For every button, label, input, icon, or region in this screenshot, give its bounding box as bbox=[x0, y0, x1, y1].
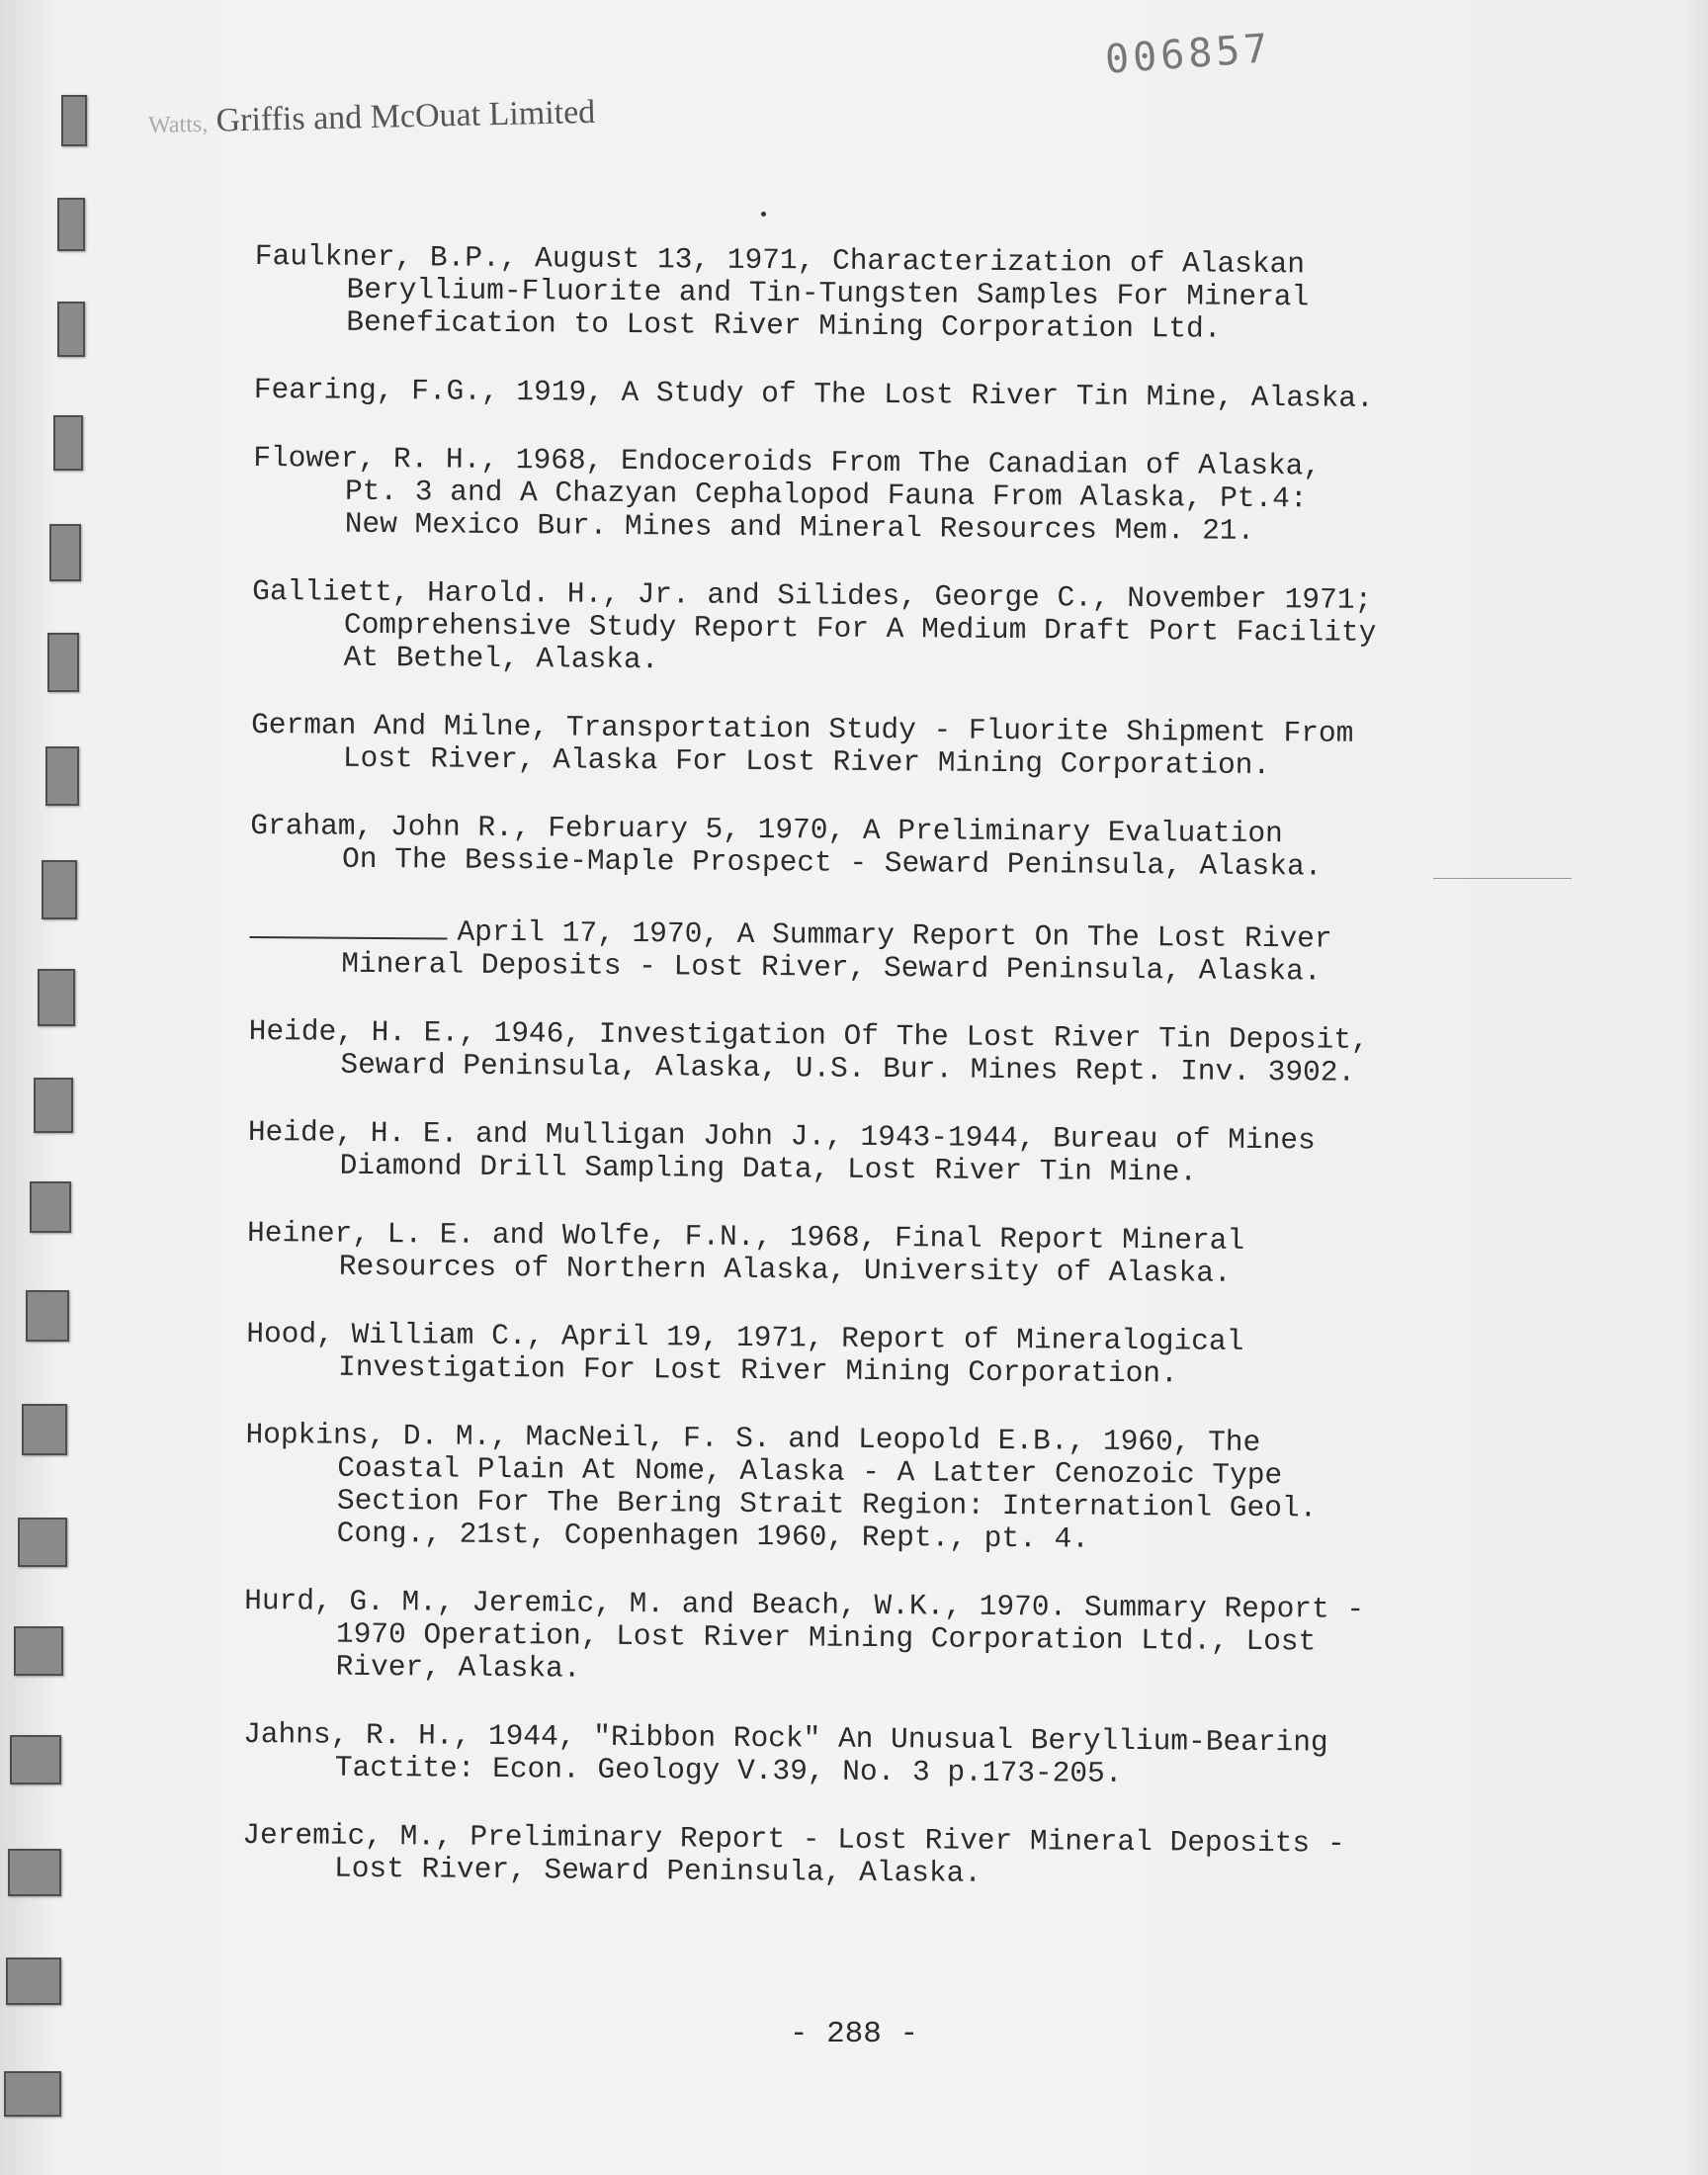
reference-first-line: Fearing, F.G., 1919, A Study of The Lost River Tin Mine, Alaska. bbox=[253, 372, 1374, 415]
reference-continuation-line: Tactite: Econ. Geology V.39, No. 3 p.173-205. bbox=[334, 1750, 1123, 1790]
reference-continuation-line: Investigation For Lost River Mining Corporation. bbox=[337, 1349, 1178, 1391]
reference-first-line: Hood, William C., April 19, 1971, Report of Mineralogical bbox=[246, 1316, 1244, 1358]
reference-entry bbox=[251, 709, 1536, 784]
reference-entry bbox=[243, 1718, 1528, 1793]
reference-first-line: Jeremic, M., Preliminary Report - Lost River Mineral Deposits - bbox=[242, 1817, 1345, 1861]
reference-list bbox=[242, 240, 1540, 1930]
letterhead-company-name: Griffis and McOuat Limited bbox=[215, 93, 596, 139]
binding-hole bbox=[57, 302, 85, 357]
reference-first-line: Flower, R. H., 1968, Endoceroids From The Canadian of Alaska, bbox=[253, 440, 1322, 483]
reference-continuation-line: At Bethel, Alaska. bbox=[343, 640, 659, 677]
binding-hole bbox=[6, 1958, 61, 2005]
stray-mark bbox=[761, 212, 766, 217]
reference-entry bbox=[252, 575, 1538, 683]
binding-hole bbox=[8, 1849, 61, 1896]
reference-entry bbox=[246, 1318, 1531, 1393]
binding-hole bbox=[26, 1290, 69, 1342]
reference-first-line: Galliett, Harold. H., Jr. and Silides, George C., November 1971; bbox=[252, 573, 1373, 617]
reference-continuation-line: River, Alaska. bbox=[335, 1649, 581, 1686]
letterhead bbox=[148, 94, 596, 141]
reference-continuation-line: On The Bessie-Maple Prospect - Seward Peninsula, Alaska. bbox=[341, 841, 1323, 884]
reference-entry bbox=[247, 1217, 1532, 1292]
binding-hole bbox=[22, 1404, 67, 1455]
reference-entry bbox=[253, 442, 1539, 550]
binding-hole bbox=[42, 860, 77, 919]
letterhead-faint-text: Watts, bbox=[147, 111, 209, 139]
binding-hole bbox=[10, 1735, 61, 1784]
reference-continuation-line: Pt. 3 and A Chazyan Cephalopod Fauna From Alaska, Pt.4: bbox=[344, 474, 1308, 516]
reference-continuation-line: Lost River, Seward Peninsula, Alaska. bbox=[333, 1851, 982, 1890]
binding-hole bbox=[47, 633, 79, 692]
binding-hole bbox=[34, 1078, 73, 1133]
reference-continuation-line: Cong., 21st, Copenhagen 1960, Rept., pt. 4. bbox=[336, 1516, 1090, 1556]
reference-continuation-line: New Mexico Bur. Mines and Mineral Resources Mem. 21. bbox=[344, 506, 1255, 548]
reference-first-line: April 17, 1970, A Summary Report On The Lost River bbox=[457, 914, 1332, 956]
reference-entry bbox=[245, 1419, 1531, 1559]
reference-entry bbox=[254, 374, 1539, 416]
reference-entry bbox=[249, 911, 1535, 990]
reference-continuation-line: Resources of Northern Alaska, University of Alaska. bbox=[338, 1249, 1232, 1290]
binding-hole bbox=[53, 415, 83, 471]
reference-continuation-line: Section For The Bering Strait Region: Internationl Geol. bbox=[336, 1483, 1318, 1525]
page-number: - 288 - bbox=[789, 2017, 919, 2051]
reference-entry bbox=[248, 1116, 1533, 1191]
binding-hole bbox=[14, 1626, 63, 1676]
reference-continuation-line: Comprehensive Study Report For A Medium Draft Port Facility bbox=[343, 607, 1377, 650]
reference-entry bbox=[242, 1819, 1527, 1894]
document-number-stamp: 006857 bbox=[1103, 26, 1273, 83]
binding-hole bbox=[57, 198, 85, 251]
binding-hole bbox=[38, 969, 75, 1026]
reference-continuation-line: Beryllium-Fluorite and Tin-Tungsten Samples For Mineral bbox=[346, 272, 1310, 314]
reference-entry bbox=[248, 1015, 1533, 1090]
reference-first-line: Heide, H. E., 1946, Investigation Of The Lost River Tin Deposit, bbox=[248, 1013, 1369, 1057]
reference-first-line: Jahns, R. H., 1944, "Ribbon Rock" An Unusual Beryllium-Bearing bbox=[242, 1716, 1328, 1760]
reference-first-line: Heide, H. E. and Mulligan John J., 1943-1944, Bureau of Mines bbox=[247, 1114, 1316, 1158]
reference-first-line: Faulkner, B.P., August 13, 1971, Characterization of Alaskan bbox=[254, 239, 1306, 282]
binding-hole bbox=[61, 95, 87, 146]
ditto-author-rule bbox=[249, 911, 447, 940]
reference-first-line: German And Milne, Transportation Study - Fluorite Shipment From bbox=[251, 707, 1354, 750]
reference-first-line: Hurd, G. M., Jeremic, M. and Beach, W.K., 1970. Summary Report - bbox=[244, 1583, 1365, 1626]
reference-continuation-line: Mineral Deposits - Lost River, Seward Peninsula, Alaska. bbox=[341, 946, 1322, 989]
reference-continuation-line: Coastal Plain At Nome, Alaska - A Latter Cenozoic Type bbox=[337, 1450, 1283, 1493]
binding-hole bbox=[4, 2071, 61, 2117]
binding-hole bbox=[18, 1518, 67, 1567]
binding-hole bbox=[49, 524, 81, 581]
binding-hole bbox=[45, 746, 79, 806]
reference-first-line: Hopkins, D. M., MacNeil, F. S. and Leopold E.B., 1960, The bbox=[245, 1417, 1261, 1460]
reference-continuation-line: Seward Peninsula, Alaska, U.S. Bur. Mines Rept. Inv. 3902. bbox=[340, 1047, 1356, 1089]
binding-hole bbox=[30, 1181, 71, 1233]
reference-continuation-line: Benefication to Lost River Mining Corporation Ltd. bbox=[346, 304, 1222, 346]
reference-continuation-line: Diamond Drill Sampling Data, Lost River Tin Mine. bbox=[339, 1148, 1198, 1189]
reference-continuation-line: Lost River, Alaska For Lost River Mining Corporation. bbox=[342, 740, 1271, 783]
reference-entry bbox=[254, 240, 1540, 348]
reference-entry bbox=[250, 810, 1535, 885]
reference-first-line: Heiner, L. E. and Wolfe, F.N., 1968, Final Report Mineral bbox=[246, 1215, 1245, 1258]
reference-first-line: Graham, John R., February 5, 1970, A Preliminary Evaluation bbox=[250, 808, 1283, 851]
reference-entry bbox=[244, 1585, 1530, 1693]
reference-continuation-line: 1970 Operation, Lost River Mining Corporation Ltd., Lost bbox=[335, 1616, 1317, 1659]
